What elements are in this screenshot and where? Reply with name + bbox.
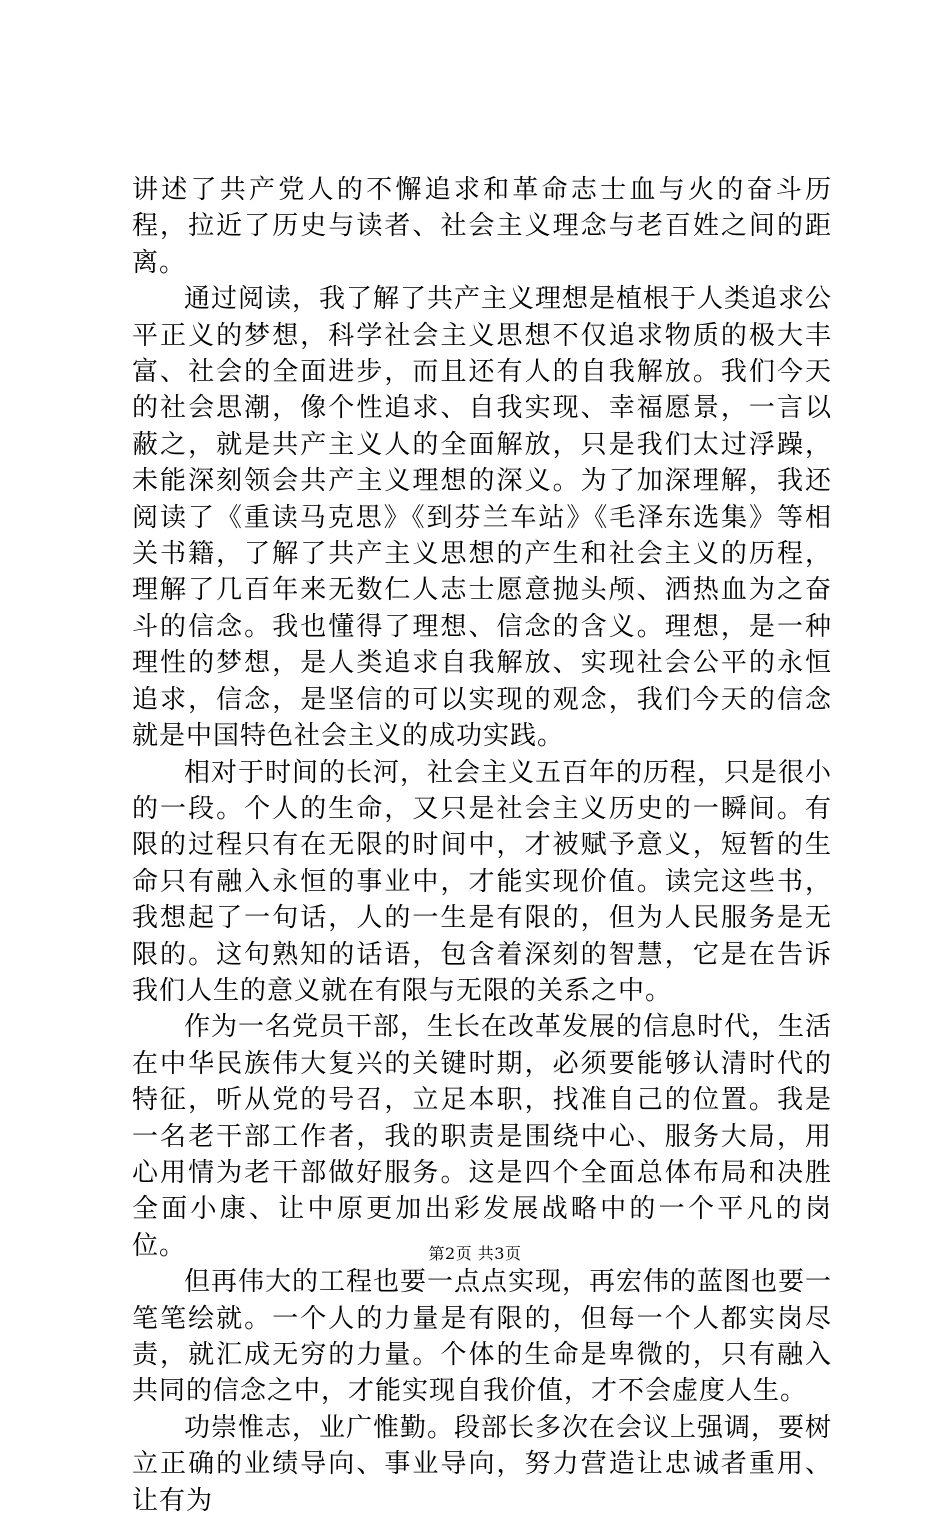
paragraph-achievement-ambition: 功崇惟志，业广惟勤。段部长多次在会议上强调，要树立正确的业绩导向、事业导向，努力营造让忠诚者重用、让有为: [132, 1412, 833, 1516]
page-number-footer: 第2页 共3页: [428, 1244, 522, 1263]
document-body: [132, 172, 832, 1519]
paragraph-reading-communism: 通过阅读，我了解了共产主义理想是植根于人类追求公平正义的梦想，科学社会主义思想不仅追求物质的极大丰富、社会的全面进步，而且还有人的自我解放。我们今天的社会思潮，像个性追求、自我实现、幸福愿景，一言以蔽之，就是共产主义人的全面解放，只是我们太过浮躁，未能深刻领会共产主义理想的深义。为了加深理解，我还阅读了《重读马克思》《到芬兰车站》《毛泽东选集》等相关书籍，了解了共产主义思想的产生和社会主义的历程，理解了几百年来无数仁人志士愿意抛头颅、洒热血为之奋斗的信念。我也懂得了理想、信念的含义。理想，是一种理性的梦想，是人类追求自我解放、实现社会公平的永恒追求，信念，是坚信的可以实现的观念，我们今天的信念就是中国特色社会主义的成功实践。: [132, 284, 833, 752]
paragraph-great-project: 但再伟大的工程也要一点点实现，再宏伟的蓝图也要一笔笔绘就。一个人的力量是有限的，但每一个人都实岗尽责，就汇成无穷的力量。个体的生命是卑微的，只有融入共同的信念之中，才能实现自我价值，才不会虚度人生。: [132, 1267, 833, 1407]
paragraph-river-of-time: 相对于时间的长河，社会主义五百年的历程，只是很小的一段。个人的生命，又只是社会主义历史的一瞬间。有限的过程只有在无限的时间中，才被赋予意义，短暂的生命只有融入永恒的事业中，才能实现价值。读完这些书，我想起了一句话，人的一生是有限的，但为人民服务是无限的。这句熟知的话语，包含着深刻的智慧，它是在告诉我们人生的意义就在有限与无限的关系之中。: [132, 757, 833, 1006]
paragraph-party-cadre: 作为一名党员干部，生长在改革发展的信息时代，生活在中华民族伟大复兴的关键时期，必须要能够认清时代的特征，听从党的号召，立足本职，找准自己的位置。我是一名老干部工作者，我的职责是围绕中心、服务大局，用心用情为老干部做好服务。这是四个全面总体布局和决胜全面小康、让中原更加出彩发展战略中的一个平凡的岗位。: [132, 1012, 833, 1261]
paragraph-continuation: 讲述了共产党人的不懈追求和革命志士血与火的奋斗历程，拉近了历史与读者、社会主义理念与老百姓之间的距离。: [132, 175, 832, 278]
